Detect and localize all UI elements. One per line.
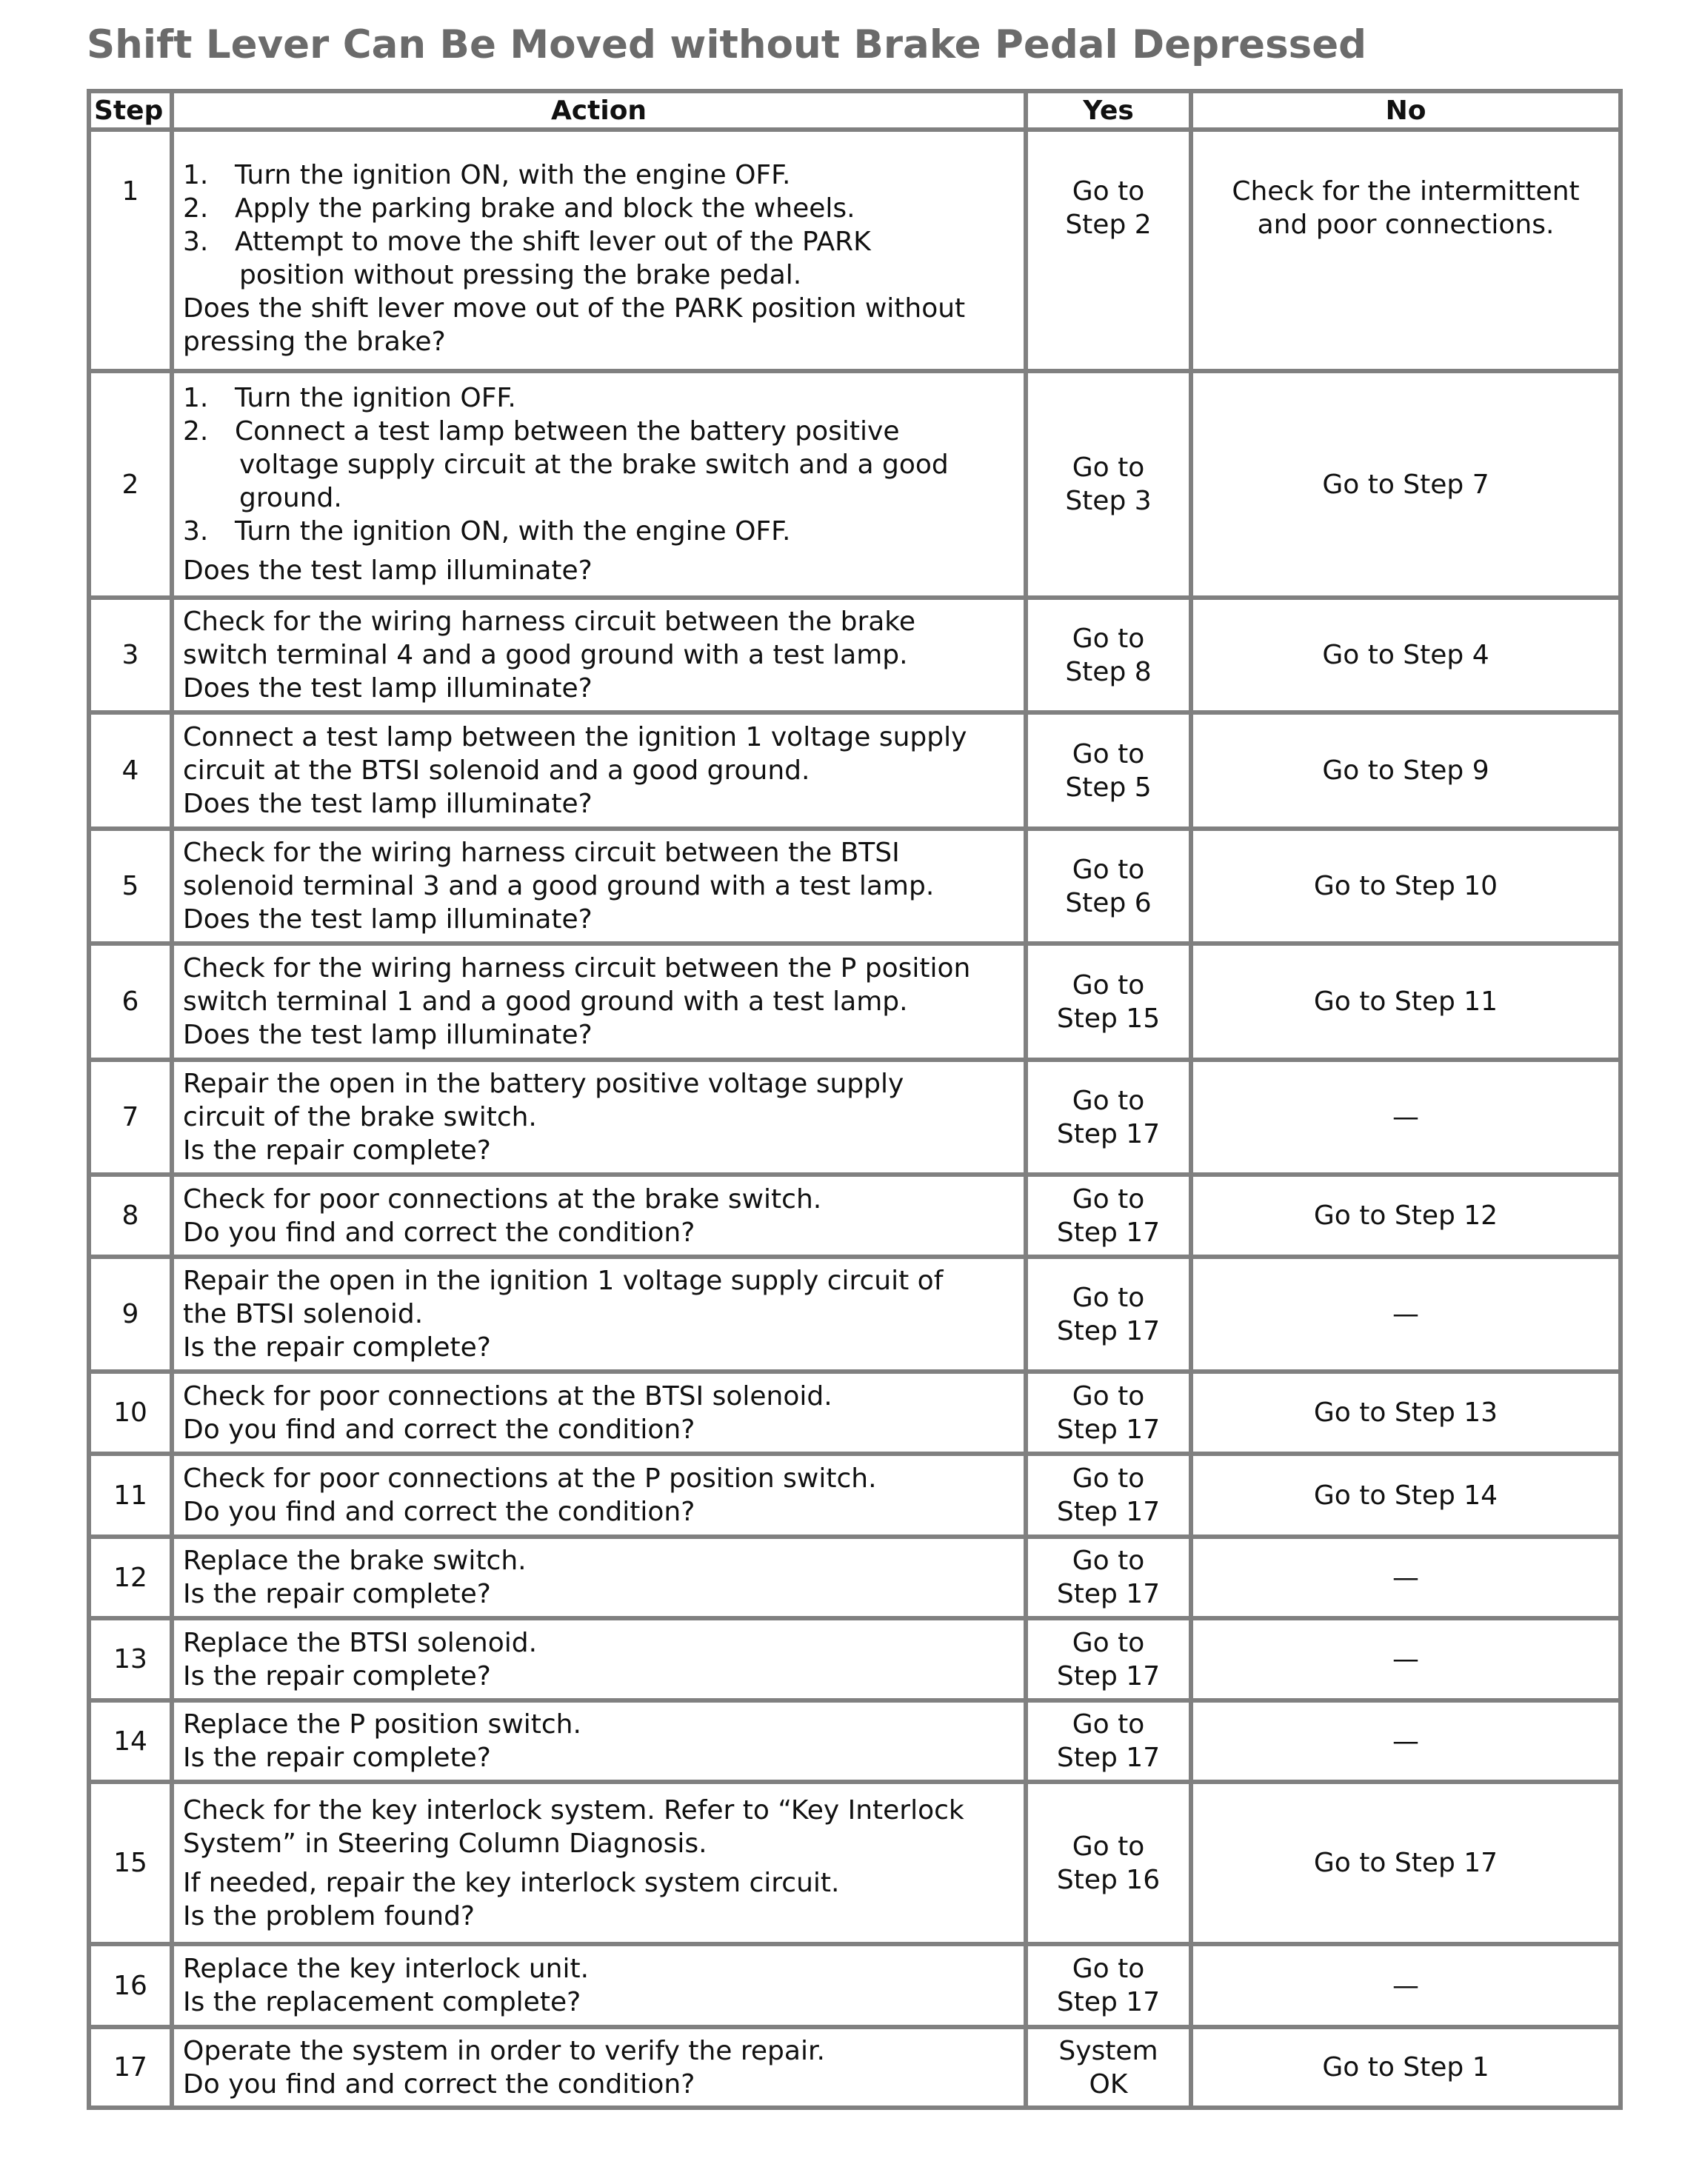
yes-cell xyxy=(1026,1454,1191,1537)
table-row xyxy=(89,1537,1621,1618)
yes-cell xyxy=(1026,1175,1191,1257)
action-line xyxy=(183,1067,1016,1101)
no-cell xyxy=(1191,1944,1621,2027)
no-line: Check for the intermittent xyxy=(1232,176,1580,207)
yes-line: Step 8 xyxy=(1065,656,1152,687)
action-line xyxy=(183,1331,1016,1364)
action-line xyxy=(183,985,1016,1018)
yes-cell xyxy=(1026,1257,1191,1372)
no-cell xyxy=(1191,130,1621,371)
yes-cell xyxy=(1026,944,1191,1060)
no-line: Go to Step 10 xyxy=(1313,871,1498,901)
action-cell xyxy=(172,1537,1026,1618)
step-cell: 15 xyxy=(89,1782,172,1944)
yes-line: System xyxy=(1058,2035,1158,2066)
no-cell xyxy=(1191,1175,1621,1257)
yes-line: Go to xyxy=(1072,453,1145,483)
no-cell xyxy=(1191,1454,1621,1537)
action-line xyxy=(183,1018,1016,1052)
action-text: Check for the wiring harness circuit between the P position xyxy=(183,953,971,984)
action-line xyxy=(183,903,1016,936)
action-text: Is the repair complete? xyxy=(183,1332,491,1363)
action-text: Does the shift lever move out of the PARK position without xyxy=(183,293,966,324)
action-line xyxy=(183,1544,1016,1577)
action-text: Replace the BTSI solenoid. xyxy=(183,1627,538,1658)
yes-line: Go to xyxy=(1072,176,1145,207)
no-line: — xyxy=(1392,1644,1419,1674)
table-row xyxy=(89,829,1621,944)
action-line xyxy=(183,672,1016,705)
table-row xyxy=(89,1782,1621,1944)
step-cell: 16 xyxy=(89,1944,172,2027)
yes-line: Go to xyxy=(1072,1282,1145,1313)
step-cell: 3 xyxy=(89,598,172,712)
step-cell: 1 xyxy=(89,130,172,371)
yes-cell xyxy=(1026,1700,1191,1782)
action-cell xyxy=(172,1175,1026,1257)
action-text: switch terminal 4 and a good ground with a test lamp. xyxy=(183,640,908,670)
action-cell xyxy=(172,1782,1026,1944)
table-row xyxy=(89,1060,1621,1175)
action-line xyxy=(183,1577,1016,1611)
no-cell xyxy=(1191,712,1621,829)
action-line xyxy=(183,415,1016,448)
step-cell: 11 xyxy=(89,1454,172,1537)
yes-cell xyxy=(1026,1537,1191,1618)
action-text: Is the problem found? xyxy=(183,1900,475,1931)
step-cell: 17 xyxy=(89,2027,172,2108)
action-text: Replace the key interlock unit. xyxy=(183,1954,590,1984)
yes-line: Go to xyxy=(1072,1085,1145,1116)
no-cell xyxy=(1191,371,1621,598)
action-text: Check for poor connections at the BTSI solenoid. xyxy=(183,1380,832,1412)
no-line: Go to Step 14 xyxy=(1313,1480,1498,1511)
table-row xyxy=(89,1944,1621,2027)
action-text: Is the repair complete? xyxy=(183,1743,491,1773)
action-text: Is the repair complete? xyxy=(183,1579,491,1609)
no-cell xyxy=(1191,1060,1621,1175)
action-text: pressing the brake? xyxy=(183,327,446,357)
action-line xyxy=(183,158,1016,192)
no-line: Go to Step 9 xyxy=(1322,755,1489,786)
action-cell xyxy=(172,829,1026,944)
action-cell xyxy=(172,1454,1026,1537)
table-row xyxy=(89,944,1621,1060)
yes-line: Step 17 xyxy=(1056,1987,1161,2017)
action-text: ground. xyxy=(239,483,342,513)
action-cell xyxy=(172,1700,1026,1782)
yes-line: Go to xyxy=(1072,969,1145,1001)
yes-line: Step 3 xyxy=(1065,486,1152,516)
action-line xyxy=(183,869,1016,903)
action-text: Check for the wiring harness circuit between the BTSI xyxy=(183,838,900,868)
yes-cell xyxy=(1026,130,1191,371)
yes-cell xyxy=(1026,1060,1191,1175)
action-line xyxy=(183,481,1016,515)
item-number: 1. xyxy=(183,383,209,413)
action-line xyxy=(183,292,1016,325)
yes-line: Step 17 xyxy=(1056,1217,1161,1248)
action-text: Turn the ignition ON, with the engine OFF. xyxy=(235,160,791,190)
action-line xyxy=(183,1900,1016,1933)
yes-line: Go to xyxy=(1072,1463,1145,1494)
action-text: System” in Steering Column Diagnosis. xyxy=(183,1828,707,1859)
no-line: Go to Step 1 xyxy=(1322,2052,1489,2083)
action-line xyxy=(183,1626,1016,1660)
step-cell: 14 xyxy=(89,1700,172,1782)
header-no: No xyxy=(1191,91,1621,130)
action-text: Does the test lamp illuminate? xyxy=(183,555,593,586)
action-text: Check for the key interlock system. Refer to “Key Interlock xyxy=(183,1794,964,1826)
action-line xyxy=(183,1660,1016,1693)
no-cell xyxy=(1191,1257,1621,1372)
table-row xyxy=(89,712,1621,829)
action-text: the BTSI solenoid. xyxy=(183,1299,424,1329)
action-line xyxy=(183,1794,1016,1827)
yes-cell xyxy=(1026,2027,1191,2108)
table-row xyxy=(89,130,1621,371)
action-line xyxy=(183,1413,1016,1446)
step-cell: 12 xyxy=(89,1537,172,1618)
action-cell xyxy=(172,944,1026,1060)
action-line xyxy=(183,192,1016,225)
no-line: Go to Step 4 xyxy=(1322,640,1489,670)
step-cell: 4 xyxy=(89,712,172,829)
table-body xyxy=(89,130,1621,2108)
header-yes: Yes xyxy=(1026,91,1191,130)
action-text: position without pressing the brake pedal. xyxy=(239,260,802,290)
action-cell xyxy=(172,598,1026,712)
action-line xyxy=(183,1216,1016,1249)
yes-cell xyxy=(1026,371,1191,598)
action-line xyxy=(183,787,1016,821)
header-row xyxy=(89,91,1621,130)
table-row xyxy=(89,371,1621,598)
table-row xyxy=(89,1175,1621,1257)
no-line: Go to Step 12 xyxy=(1313,1200,1498,1231)
no-line: Go to Step 17 xyxy=(1313,1848,1498,1878)
action-line xyxy=(183,381,1016,415)
action-line xyxy=(183,1986,1016,2019)
action-line xyxy=(183,1264,1016,1298)
yes-line: Step 17 xyxy=(1056,1579,1161,1609)
yes-line: Go to xyxy=(1072,1183,1145,1215)
header-action: Action xyxy=(172,91,1026,130)
action-line xyxy=(183,448,1016,481)
no-line: and poor connections. xyxy=(1257,210,1555,240)
yes-line: Step 6 xyxy=(1065,887,1152,918)
action-text: circuit at the BTSI solenoid and a good ground. xyxy=(183,755,810,786)
action-text: switch terminal 1 and a good ground with a test lamp. xyxy=(183,986,908,1017)
action-text: Replace the brake switch. xyxy=(183,1546,527,1576)
action-line xyxy=(183,2068,1016,2101)
action-text: Replace the P position switch. xyxy=(183,1709,581,1740)
action-line xyxy=(183,754,1016,787)
table-row xyxy=(89,1700,1621,1782)
header-step: Step xyxy=(89,91,172,130)
yes-line: Go to xyxy=(1072,1709,1145,1740)
yes-line: OK xyxy=(1089,2068,1128,2100)
step-cell: 6 xyxy=(89,944,172,1060)
action-line xyxy=(183,1827,1016,1860)
action-line xyxy=(183,554,1016,587)
table-row xyxy=(89,2027,1621,2108)
action-cell xyxy=(172,2027,1026,2108)
no-line: — xyxy=(1392,1102,1419,1132)
action-line xyxy=(183,952,1016,985)
action-text: Check for poor connections at the P position switch. xyxy=(183,1463,877,1494)
yes-line: Go to xyxy=(1072,1546,1145,1576)
action-line xyxy=(183,515,1016,548)
diagnostic-table xyxy=(87,89,1623,2110)
page-title: Shift Lever Can Be Moved without Brake Pedal Depressed xyxy=(87,22,1367,67)
action-line xyxy=(183,638,1016,672)
step-cell: 8 xyxy=(89,1175,172,1257)
action-cell xyxy=(172,371,1026,598)
no-line: — xyxy=(1392,1726,1419,1757)
yes-line: Go to xyxy=(1072,623,1145,654)
no-cell xyxy=(1191,1618,1621,1700)
action-text: Turn the ignition OFF. xyxy=(235,383,516,413)
action-text: Repair the open in the battery positive voltage supply xyxy=(183,1069,904,1099)
yes-line: Go to xyxy=(1072,738,1145,769)
action-text: Is the replacement complete? xyxy=(183,1987,581,2017)
item-number: 1. xyxy=(183,160,209,190)
action-text: Does the test lamp illuminate? xyxy=(183,673,593,704)
no-line: Go to Step 7 xyxy=(1322,469,1489,500)
action-cell xyxy=(172,130,1026,371)
action-cell xyxy=(172,1060,1026,1175)
action-text: Do you find and correct the condition? xyxy=(183,1217,695,1248)
action-line xyxy=(183,1866,1016,1900)
yes-line: Step 2 xyxy=(1065,210,1152,240)
action-cell xyxy=(172,712,1026,829)
action-line xyxy=(183,2034,1016,2068)
yes-line: Step 17 xyxy=(1056,1497,1161,1527)
action-text: Does the test lamp illuminate? xyxy=(183,904,593,935)
action-text: Check for poor connections at the brake switch. xyxy=(183,1183,822,1215)
action-text: Is the repair complete? xyxy=(183,1135,491,1166)
yes-cell xyxy=(1026,598,1191,712)
action-line xyxy=(183,1495,1016,1529)
yes-line: Go to xyxy=(1072,854,1145,885)
action-line xyxy=(183,1741,1016,1774)
no-line: Go to Step 13 xyxy=(1313,1397,1498,1428)
action-line xyxy=(183,1134,1016,1167)
no-line: — xyxy=(1392,1299,1419,1329)
yes-line: Step 16 xyxy=(1056,1864,1161,1895)
yes-cell xyxy=(1026,712,1191,829)
action-text: Turn the ignition ON, with the engine OFF. xyxy=(235,516,791,547)
no-cell xyxy=(1191,1700,1621,1782)
no-cell xyxy=(1191,2027,1621,2108)
action-text: circuit of the brake switch. xyxy=(183,1102,537,1132)
action-text: Operate the system in order to verify the repair. xyxy=(183,2035,825,2066)
no-cell xyxy=(1191,1372,1621,1454)
yes-line: Go to xyxy=(1072,1954,1145,1984)
action-text: voltage supply circuit at the brake switch and a good xyxy=(239,450,949,480)
no-line: Go to Step 11 xyxy=(1313,986,1498,1017)
action-text: Repair the open in the ignition 1 voltage supply circuit of xyxy=(183,1266,944,1296)
action-line xyxy=(183,721,1016,754)
action-line xyxy=(183,325,1016,358)
table-row xyxy=(89,1618,1621,1700)
action-line xyxy=(183,1708,1016,1741)
yes-line: Go to xyxy=(1072,1627,1145,1658)
action-line xyxy=(183,225,1016,258)
action-cell xyxy=(172,1257,1026,1372)
step-cell: 13 xyxy=(89,1618,172,1700)
no-cell xyxy=(1191,1537,1621,1618)
action-text: solenoid terminal 3 and a good ground with a test lamp. xyxy=(183,871,935,901)
action-line xyxy=(183,1952,1016,1986)
action-line xyxy=(183,1101,1016,1134)
table-row xyxy=(89,1257,1621,1372)
action-line xyxy=(183,1380,1016,1413)
action-cell xyxy=(172,1944,1026,2027)
yes-cell xyxy=(1026,1944,1191,2027)
action-text: Does the test lamp illuminate? xyxy=(183,1020,593,1050)
table-row xyxy=(89,1372,1621,1454)
no-line: — xyxy=(1392,1562,1419,1593)
no-cell xyxy=(1191,1782,1621,1944)
step-cell: 9 xyxy=(89,1257,172,1372)
item-number: 3. xyxy=(183,516,209,547)
action-line xyxy=(183,1462,1016,1495)
step-cell: 10 xyxy=(89,1372,172,1454)
action-text: Do you find and correct the condition? xyxy=(183,1497,695,1527)
yes-line: Step 15 xyxy=(1056,1003,1161,1034)
table-row xyxy=(89,1454,1621,1537)
yes-line: Step 17 xyxy=(1056,1315,1161,1346)
yes-line: Step 17 xyxy=(1056,1743,1161,1773)
action-cell xyxy=(172,1618,1026,1700)
step-cell: 7 xyxy=(89,1060,172,1175)
action-text: Attempt to move the shift lever out of the PARK xyxy=(235,227,871,257)
action-text: Connect a test lamp between the ignition 1 voltage supply xyxy=(183,722,967,752)
action-text: Does the test lamp illuminate? xyxy=(183,789,593,819)
yes-cell xyxy=(1026,1782,1191,1944)
yes-line: Step 5 xyxy=(1065,772,1152,803)
action-line xyxy=(183,836,1016,869)
action-text: Do you find and correct the condition? xyxy=(183,2068,695,2100)
yes-cell xyxy=(1026,1618,1191,1700)
no-cell xyxy=(1191,598,1621,712)
yes-line: Step 17 xyxy=(1056,1660,1161,1692)
yes-cell xyxy=(1026,1372,1191,1454)
no-cell xyxy=(1191,944,1621,1060)
yes-line: Step 17 xyxy=(1056,1414,1161,1445)
action-line xyxy=(183,1298,1016,1331)
action-line xyxy=(183,1183,1016,1216)
action-text: Is the repair complete? xyxy=(183,1660,491,1692)
yes-line: Go to xyxy=(1072,1380,1145,1412)
item-number: 3. xyxy=(183,227,209,257)
no-cell xyxy=(1191,829,1621,944)
action-text: Connect a test lamp between the battery positive xyxy=(235,416,900,447)
item-number: 2. xyxy=(183,193,209,224)
action-text: Check for the wiring harness circuit between the brake xyxy=(183,607,916,637)
step-cell: 5 xyxy=(89,829,172,944)
action-cell xyxy=(172,1372,1026,1454)
yes-cell xyxy=(1026,829,1191,944)
action-text: If needed, repair the key interlock system circuit. xyxy=(183,1867,840,1898)
no-line: — xyxy=(1392,1970,1419,2001)
yes-line: Go to xyxy=(1072,1831,1145,1862)
action-text: Do you find and correct the condition? xyxy=(183,1414,695,1445)
table-row xyxy=(89,598,1621,712)
action-text: Apply the parking brake and block the wheels. xyxy=(235,193,855,224)
yes-line: Step 17 xyxy=(1056,1118,1161,1149)
action-line xyxy=(183,605,1016,638)
action-line xyxy=(183,258,1016,292)
item-number: 2. xyxy=(183,416,209,447)
step-cell: 2 xyxy=(89,371,172,598)
